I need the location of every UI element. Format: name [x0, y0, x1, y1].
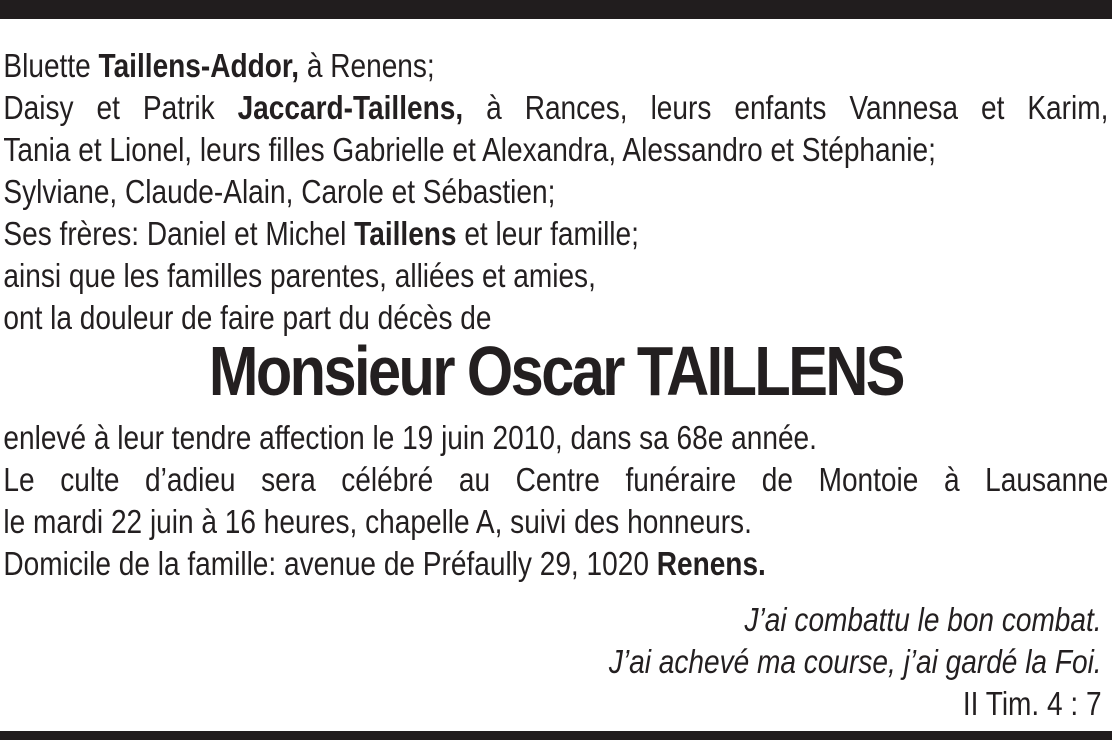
family-line-5-rest: et leur famille;: [456, 215, 639, 252]
family-line-1-bold-name: Taillens-Addor,: [98, 47, 300, 84]
details-line-4-bold-city: Renens.: [656, 545, 766, 582]
details-line-4-text: Domicile de la famille: avenue de Préfaully 29, 1020: [3, 545, 657, 582]
family-line-2-bold-name: Jaccard-Taillens,: [237, 89, 464, 126]
family-line-2: [3, 87, 1108, 129]
family-line-5-text: Ses frères: Daniel et Michel: [3, 215, 355, 252]
family-line-2-rest: à Rances, leurs enfants Vannesa et Karim,: [463, 89, 1109, 126]
family-line-2-text: Daisy et Patrik: [3, 89, 238, 126]
family-line-1: [3, 45, 1108, 87]
details-line-1: [3, 417, 1108, 459]
family-line-4: [3, 171, 1108, 213]
details-line-3-text: le mardi 22 juin à 16 heures, chapelle A, suivi des honneurs.: [3, 503, 752, 540]
funeral-details: [0, 417, 1112, 585]
family-line-1-text: Bluette: [3, 47, 99, 84]
family-announcement: [0, 45, 1112, 339]
scripture-quote-line-2: J’ai achevé ma course, j’ai gardé la Foi.: [608, 643, 1102, 680]
details-line-2: [3, 459, 1108, 501]
family-line-3-text: Tania et Lionel, leurs filles Gabrielle et Alexandra, Alessandro et Stéphanie;: [3, 131, 936, 168]
family-line-7-text: ont la douleur de faire part du décès de: [3, 299, 492, 336]
scripture-quote: [0, 599, 1112, 725]
family-line-3: [3, 129, 1108, 171]
details-line-1-text: enlevé à leur tendre affection le 19 juin 2010, dans sa 68e année.: [3, 419, 817, 456]
details-line-4: [3, 543, 1108, 585]
family-line-6: [3, 255, 1108, 297]
bottom-rule: [0, 731, 1112, 740]
details-line-2-text: Le culte d’adieu sera célébré au Centre funéraire de Montoie à Lausanne: [3, 461, 1109, 498]
scripture-quote-line-1: J’ai combattu le bon combat.: [744, 601, 1102, 638]
family-line-5: [3, 213, 1108, 255]
details-line-3: [3, 501, 1108, 543]
scripture-reference: II Tim. 4 : 7: [962, 685, 1102, 722]
family-line-6-text: ainsi que les familles parentes, alliées et amies,: [3, 257, 596, 294]
family-line-1-rest: à Renens;: [299, 47, 435, 84]
family-line-5-bold-name: Taillens: [354, 215, 457, 252]
family-line-4-text: Sylviane, Claude-Alain, Carole et Sébastien;: [3, 173, 556, 210]
deceased-name-title: Monsieur Oscar TAILLENS: [208, 332, 903, 410]
